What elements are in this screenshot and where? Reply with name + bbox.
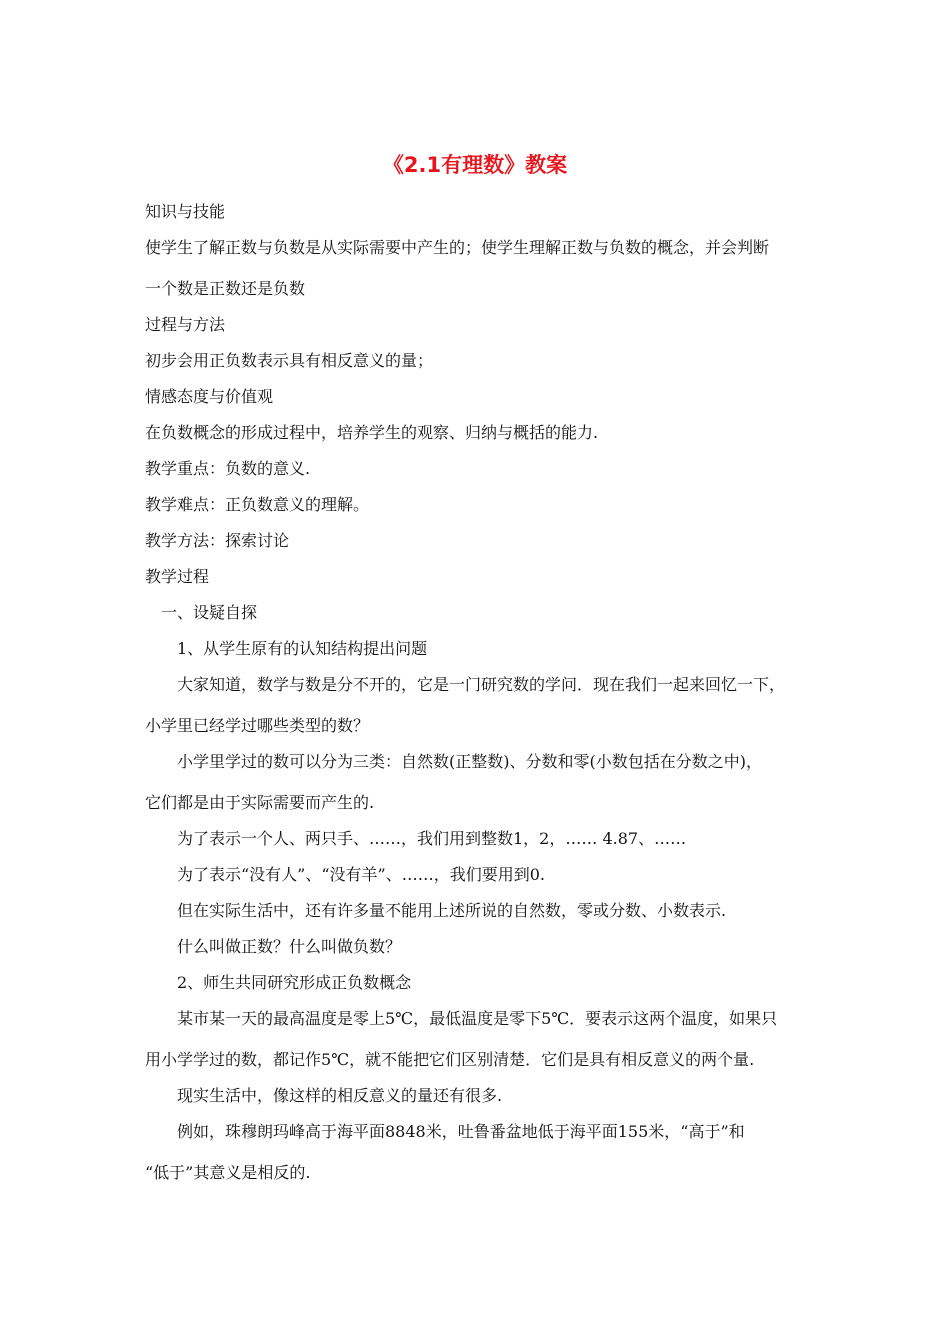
text-line: 2、师生共同研究形成正负数概念: [177, 973, 412, 992]
text-line: 例如，珠穆朗玛峰高于海平面8848米，吐鲁番盆地低于海平面155米，“高于”和: [177, 1122, 745, 1141]
text-line: 一、设疑自探: [161, 603, 258, 622]
text-line: 知识与技能: [145, 202, 226, 221]
text-line: 1、从学生原有的认知结构提出问题: [177, 639, 428, 658]
text-line: 用小学学过的数，都记作5℃，就不能把它们区别清楚．它们是具有相反意义的两个量.: [145, 1050, 755, 1069]
text-line: 某市某一天的最高温度是零上5℃，最低温度是零下5℃．要表示这两个温度，如果只: [177, 1009, 778, 1028]
text-line: 小学里已经学过哪些类型的数？: [145, 716, 370, 735]
text-line: 过程与方法: [145, 315, 226, 334]
text-line: 小学里学过的数可以分为三类：自然数(正整数)、分数和零(小数包括在分数之中)，: [177, 752, 762, 771]
text-line: 为了表示“没有人”、“没有羊”、……，我们要用到0.: [177, 865, 545, 884]
text-line: “低于”其意义是相反的.: [145, 1163, 311, 1182]
text-line: 使学生了解正数与负数是从实际需要中产生的；使学生理解正数与负数的概念，并会判断: [145, 238, 770, 257]
text-line: 教学难点：正负数意义的理解。: [145, 495, 370, 514]
text-line: 但在实际生活中，还有许多量不能用上述所说的自然数，零或分数、小数表示.: [177, 901, 727, 920]
text-line: 教学重点：负数的意义.: [145, 459, 311, 478]
text-line: 什么叫做正数？什么叫做负数？: [177, 937, 402, 956]
text-line: 为了表示一个人、两只手、……，我们用到整数1，2，…… 4.87、……: [177, 829, 687, 848]
text-line: 一个数是正数还是负数: [145, 279, 306, 298]
text-line: 在负数概念的形成过程中，培养学生的观察、归纳与概括的能力.: [145, 423, 599, 442]
text-line: 教学过程: [145, 567, 210, 586]
text-line: 现实生活中，像这样的相反意义的量还有很多.: [177, 1086, 503, 1105]
text-line: 情感态度与价值观: [145, 387, 274, 406]
text-line: 初步会用正负数表示具有相反意义的量；: [145, 351, 434, 370]
text-line: 大家知道，数学与数是分不开的，它是一门研究数的学问．现在我们一起来回忆一下，: [177, 675, 786, 694]
text-line: 它们都是由于实际需要而产生的.: [145, 793, 375, 812]
page-title: 《2.1有理数》教案: [382, 153, 568, 177]
text-line: 教学方法：探索讨论: [145, 531, 290, 550]
